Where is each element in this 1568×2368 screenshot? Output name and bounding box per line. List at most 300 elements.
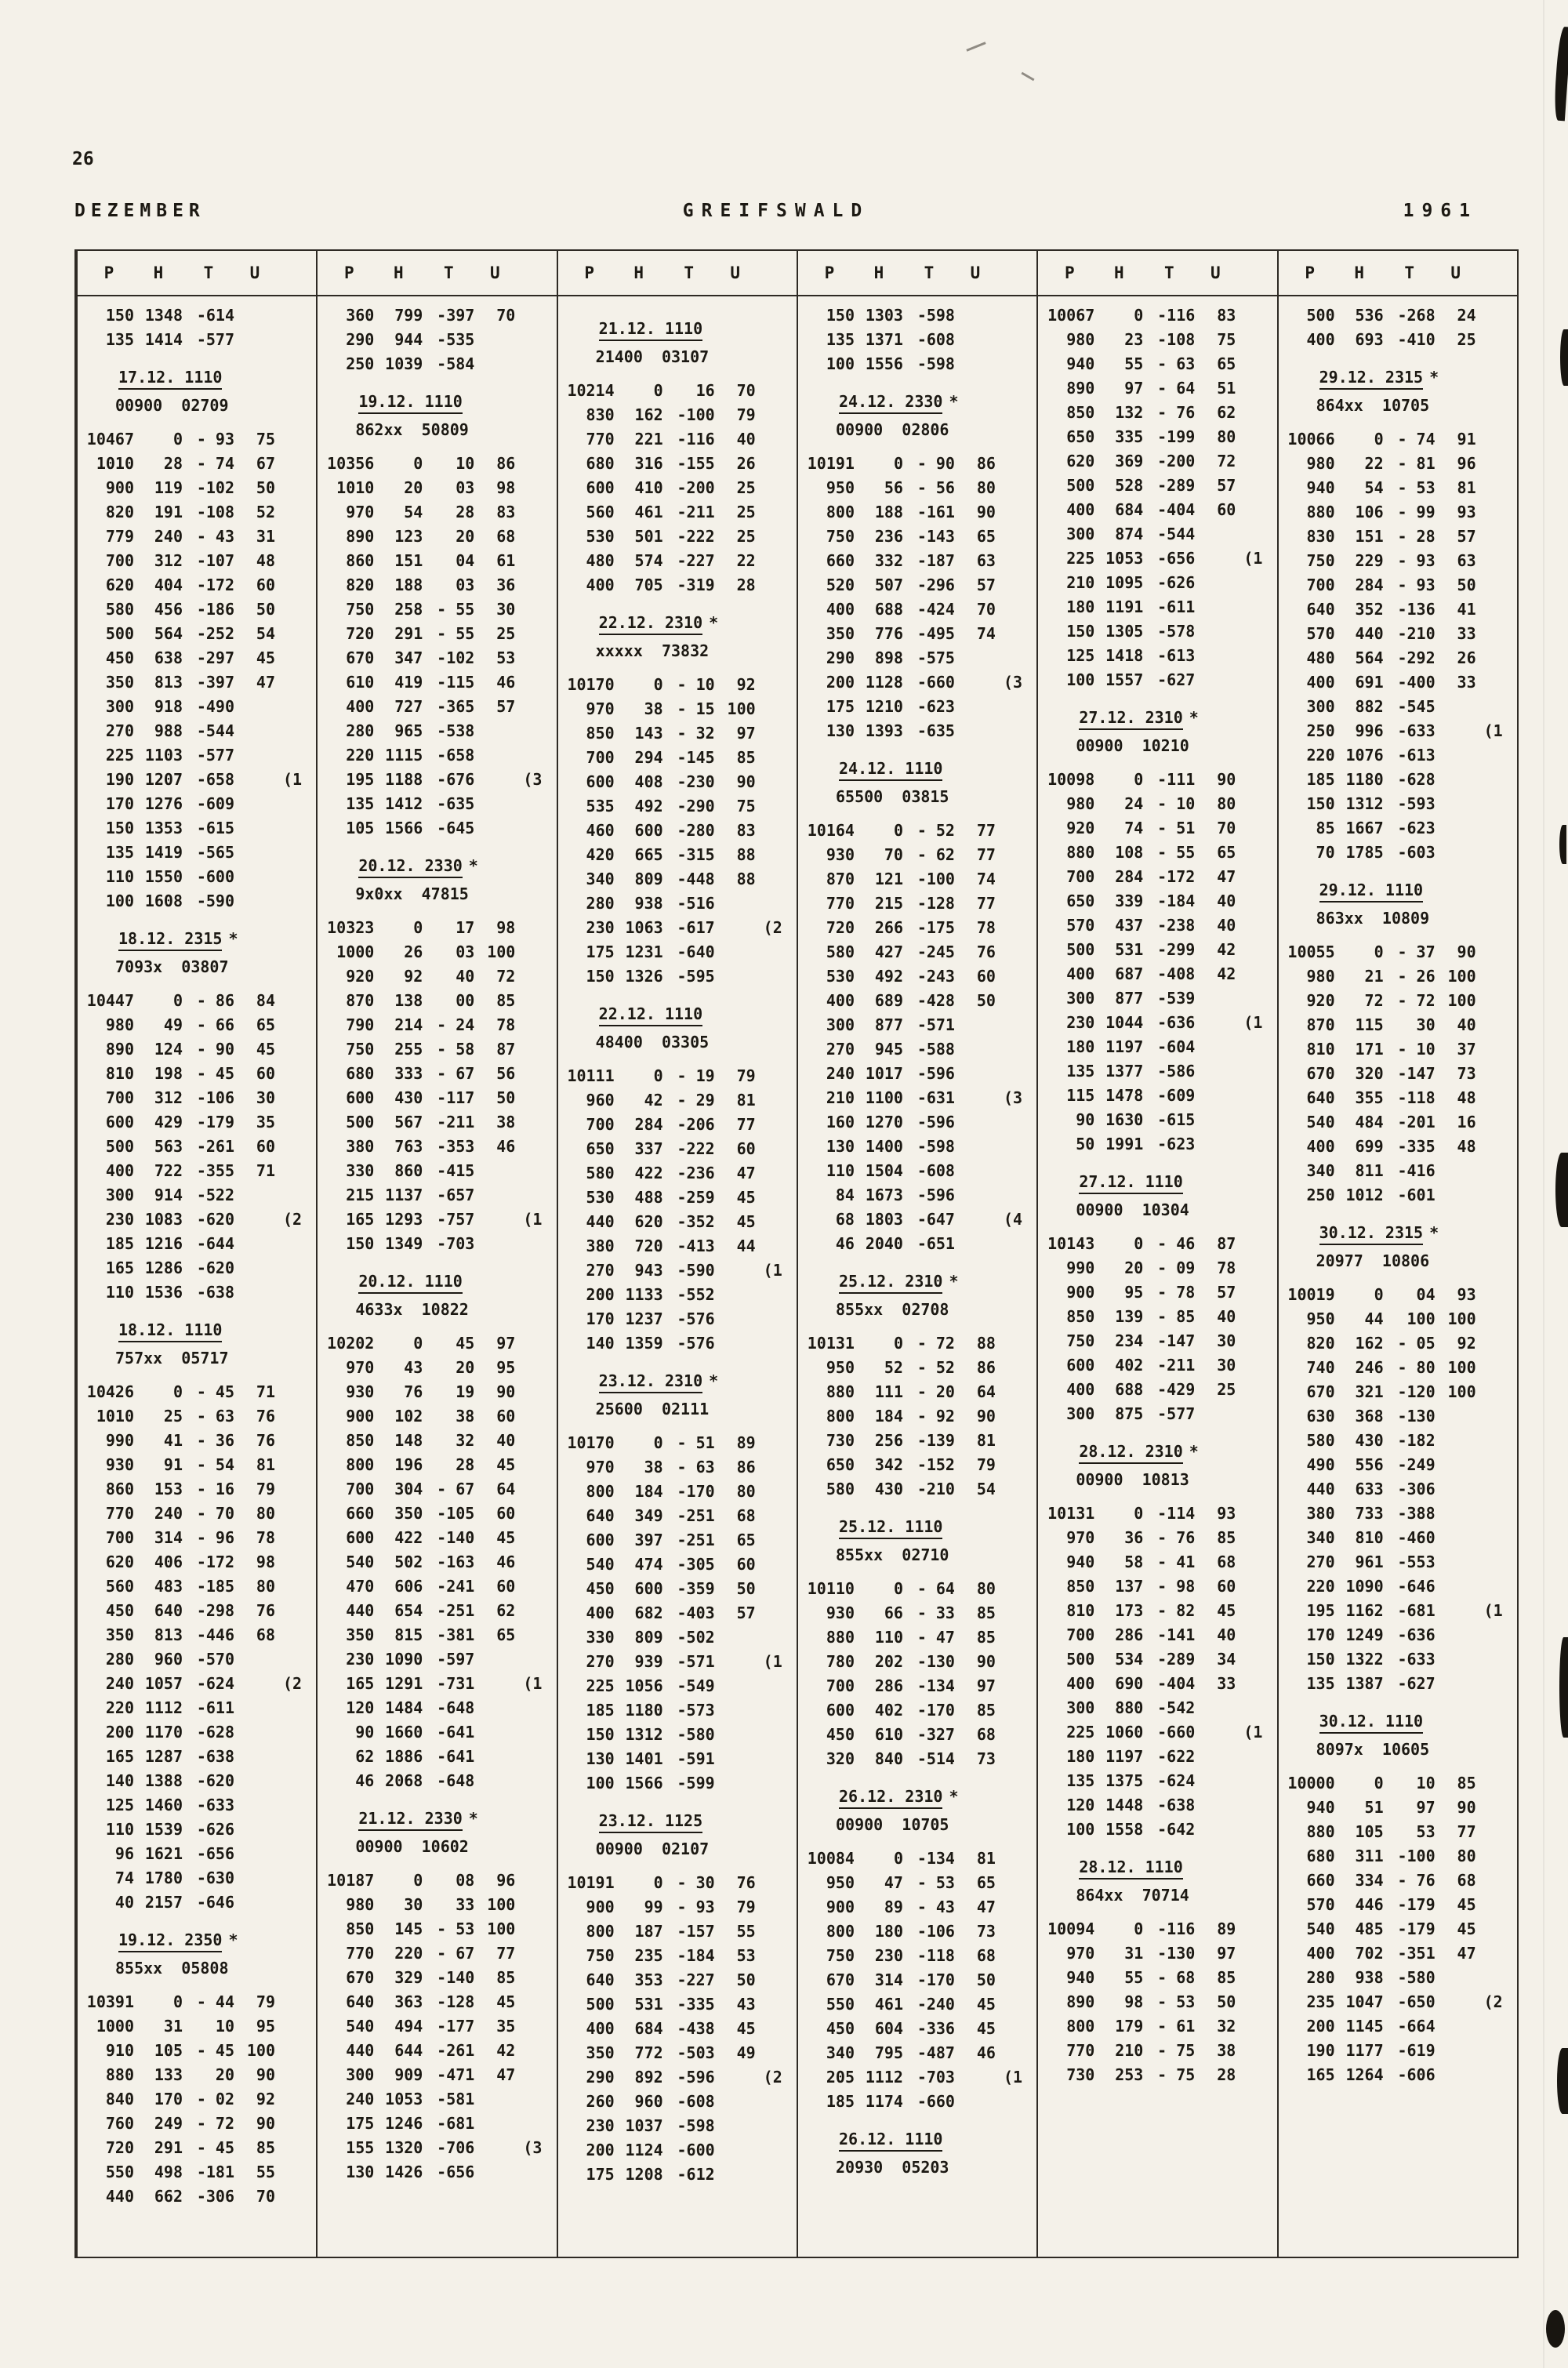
height-value: 124: [154, 1040, 183, 1059]
data-row: [804, 1847, 1036, 1871]
sounding-code: 00900 10705: [835, 1815, 949, 1834]
temperature-value: - 98: [1157, 1577, 1196, 1596]
data-row: [84, 670, 316, 695]
pressure-value: 980: [1066, 794, 1095, 813]
temperature-value: -172: [1157, 867, 1196, 886]
temperature-value: -381: [437, 1625, 475, 1644]
temperature-value: -608: [916, 1161, 955, 1180]
pressure-value: 600: [346, 1528, 375, 1547]
temperature-value: - 28: [1397, 527, 1436, 546]
asterisk-marker: *: [1429, 368, 1439, 387]
pressure-value: 210: [826, 1088, 855, 1107]
data-row: [324, 1110, 556, 1135]
data-row: [804, 2017, 1036, 2041]
data-row: [324, 1574, 556, 1599]
temperature-value: -175: [916, 918, 955, 937]
data-row: [1044, 401, 1276, 425]
humidity-value: 97: [496, 1334, 516, 1353]
pressure-value: 10055: [1287, 942, 1335, 961]
height-value: 337: [634, 1139, 663, 1158]
humidity-value: 25: [1457, 330, 1476, 349]
pressure-value: 500: [105, 1137, 134, 1156]
humidity-value: 60: [256, 1064, 275, 1083]
humidity-value: 50: [256, 478, 275, 497]
data-row: [804, 1037, 1036, 1062]
temperature-value: -580: [1397, 1968, 1436, 1987]
pressure-value: 600: [826, 1701, 855, 1720]
temperature-value: -102: [437, 648, 475, 667]
temperature-value: -185: [196, 1577, 234, 1596]
height-value: 236: [874, 527, 903, 546]
height-value: 353: [634, 1970, 663, 1989]
humidity-value: 88: [976, 1334, 996, 1353]
section-date-time: 25.12. 2310: [839, 1272, 942, 1294]
temperature-value: - 68: [1157, 1968, 1196, 1987]
height-value: 350: [394, 1504, 423, 1523]
asterisk-marker: *: [949, 1272, 959, 1291]
column-header-label: U: [970, 263, 981, 282]
height-value: 531: [634, 1995, 663, 2014]
height-value: 115: [1355, 1015, 1384, 1034]
section-header: [839, 390, 1036, 414]
data-row: [324, 1086, 556, 1110]
footnote-flag: (1: [1243, 1013, 1263, 1032]
sounding-code: 9x0xx 47815: [355, 884, 469, 903]
humidity-value: 65: [496, 1625, 516, 1644]
data-row: [564, 964, 797, 989]
pressure-value: 900: [586, 1898, 615, 1916]
humidity-value: 93: [1217, 1504, 1236, 1523]
section-header: [358, 390, 556, 414]
height-value: 1326: [625, 967, 663, 986]
table-column-4: [797, 251, 1036, 2257]
height-value: 355: [1355, 1088, 1384, 1107]
footnote-flag: (1: [763, 1652, 782, 1671]
height-value: 564: [154, 624, 183, 643]
asterisk-marker: *: [228, 1930, 238, 1949]
data-row: [324, 2087, 556, 2112]
height-value: 809: [634, 870, 663, 888]
height-value: 111: [874, 1382, 903, 1401]
temperature-value: -603: [1397, 843, 1436, 862]
humidity-value: 80: [976, 478, 996, 497]
height-value: 0: [413, 918, 423, 937]
temperature-value: -620: [196, 1210, 234, 1229]
row-group: [84, 989, 316, 1305]
data-row: [84, 1453, 316, 1477]
data-row: [804, 670, 1036, 695]
humidity-value: 97: [1217, 1944, 1236, 1963]
data-row: [84, 573, 316, 597]
temperature-value: 28: [456, 503, 475, 521]
humidity-value: 79: [736, 405, 756, 424]
pressure-value: 50: [1076, 1135, 1095, 1153]
pressure-value: 46: [835, 1234, 855, 1253]
humidity-value: 77: [976, 821, 996, 840]
humidity-value: 60: [496, 1577, 516, 1596]
humidity-value: 96: [496, 1871, 516, 1890]
pressure-value: 880: [1306, 1822, 1335, 1841]
humidity-value: 45: [1457, 1895, 1476, 1914]
temperature-value: -460: [1397, 1528, 1436, 1547]
height-value: 531: [1115, 940, 1144, 959]
height-value: 1293: [385, 1210, 423, 1229]
data-row: [804, 1380, 1036, 1404]
temperature-value: -544: [1157, 525, 1196, 543]
data-row: [84, 2014, 316, 2039]
humidity-value: 40: [736, 430, 756, 449]
temperature-value: -118: [1397, 1088, 1436, 1107]
humidity-value: 46: [496, 673, 516, 692]
pressure-value: 950: [826, 1873, 855, 1892]
height-value: 693: [1355, 330, 1384, 349]
height-value: 284: [1355, 576, 1384, 594]
height-value: 92: [404, 967, 423, 986]
data-row: [1285, 1110, 1517, 1135]
data-row: [1044, 1256, 1276, 1280]
data-row: [564, 1771, 797, 1796]
data-row: [564, 1258, 797, 1283]
height-value: 811: [1355, 1161, 1384, 1180]
humidity-value: 85: [1217, 1968, 1236, 1987]
data-row: [1285, 1331, 1517, 1356]
pressure-value: 980: [1066, 330, 1095, 349]
height-value: 1174: [865, 2092, 903, 2111]
temperature-value: - 75: [1157, 2041, 1196, 2060]
humidity-value: 60: [736, 1555, 756, 1574]
data-row: [1044, 1574, 1276, 1599]
sounding-code: 00900 10304: [1076, 1200, 1189, 1219]
data-row: [1285, 1917, 1517, 1941]
height-value: 1237: [625, 1309, 663, 1328]
temperature-value: -646: [196, 1893, 234, 1912]
temperature-value: -222: [677, 527, 715, 546]
temperature-value: - 55: [1157, 843, 1196, 862]
height-value: 397: [634, 1531, 663, 1549]
table-column-2: [316, 251, 556, 2257]
pressure-value: 190: [1306, 2041, 1335, 2060]
data-row: [1285, 1990, 1517, 2014]
humidity-value: 61: [496, 551, 516, 570]
temperature-value: - 47: [916, 1628, 955, 1647]
pressure-value: 10110: [807, 1579, 855, 1598]
data-row: [1285, 964, 1517, 989]
data-row: [324, 622, 556, 646]
section-date-time: 24.12. 2330: [839, 392, 942, 414]
humidity-value: 78: [976, 918, 996, 937]
temperature-value: -206: [677, 1115, 715, 1134]
temperature-value: - 36: [196, 1431, 234, 1450]
pressure-value: 230: [346, 1650, 375, 1669]
pressure-value: 10067: [1047, 306, 1095, 325]
temperature-value: -236: [677, 1164, 715, 1182]
temperature-value: -633: [1397, 721, 1436, 740]
data-row: [804, 476, 1036, 500]
humidity-value: 67: [256, 454, 275, 473]
temperature-value: -638: [196, 1283, 234, 1302]
temperature-value: -179: [196, 1113, 234, 1131]
pressure-value: 1010: [336, 478, 375, 497]
height-value: 813: [154, 1625, 183, 1644]
height-value: 102: [394, 1407, 423, 1426]
height-value: 689: [874, 991, 903, 1010]
data-row: [564, 500, 797, 525]
temperature-value: -145: [677, 748, 715, 767]
pressure-value: 950: [826, 478, 855, 497]
data-row: [1285, 940, 1517, 964]
data-row: [1044, 1793, 1276, 1818]
temperature-value: - 67: [437, 1064, 475, 1083]
pressure-value: 700: [105, 551, 134, 570]
pressure-value: 640: [586, 1506, 615, 1525]
section-date-time: 22.12. 1110: [599, 1004, 702, 1026]
footnote-flag: (2: [1483, 1992, 1503, 2011]
height-value: 1060: [1105, 1723, 1144, 1741]
pressure-value: 970: [346, 503, 375, 521]
temperature-value: -612: [677, 2165, 715, 2184]
height-value: 54: [404, 503, 423, 521]
data-row: [1285, 1599, 1517, 1623]
temperature-value: - 96: [196, 1528, 234, 1547]
data-row: [1285, 1844, 1517, 1869]
humidity-value: 80: [1217, 794, 1236, 813]
data-row: [804, 1944, 1036, 1968]
data-row: [564, 1064, 797, 1088]
data-row: [1044, 1378, 1276, 1402]
height-value: 312: [154, 1088, 183, 1107]
data-row: [1285, 1062, 1517, 1086]
pressure-value: 800: [826, 503, 855, 521]
temperature-value: 04: [1416, 1285, 1436, 1304]
section-date-time: 21.12. 2330: [358, 1809, 462, 1831]
height-value: 606: [394, 1577, 423, 1596]
height-value: 151: [394, 551, 423, 570]
height-value: 687: [1115, 964, 1144, 983]
temperature-value: -638: [1157, 1796, 1196, 1814]
height-value: 0: [893, 1579, 903, 1598]
height-value: 702: [1355, 1944, 1384, 1963]
pressure-value: 150: [586, 967, 615, 986]
data-row: [804, 1086, 1036, 1110]
data-row: [1044, 768, 1276, 792]
height-value: 0: [1374, 1285, 1384, 1304]
temperature-value: 10: [1416, 1774, 1436, 1792]
temperature-value: - 64: [1157, 379, 1196, 398]
height-value: 332: [874, 551, 903, 570]
row-group: [1044, 303, 1276, 692]
height-value: 0: [893, 454, 903, 473]
height-value: 1667: [1345, 819, 1384, 837]
temperature-value: - 29: [677, 1091, 715, 1110]
pressure-value: 600: [1066, 1356, 1095, 1375]
height-value: 2157: [144, 1893, 183, 1912]
height-value: 23: [1124, 330, 1144, 349]
humidity-value: 90: [496, 1382, 516, 1401]
data-row: [564, 940, 797, 964]
scan-artifact: [1553, 27, 1568, 122]
data-row: [324, 1720, 556, 1745]
temperature-value: -249: [1397, 1455, 1436, 1474]
temperature-value: -139: [916, 1431, 955, 1450]
humidity-value: 100: [1447, 991, 1476, 1010]
temperature-value: - 55: [437, 624, 475, 643]
temperature-value: -428: [916, 991, 955, 1010]
height-value: 799: [394, 306, 423, 325]
pressure-value: 150: [105, 819, 134, 837]
data-row: [324, 695, 556, 719]
temperature-value: - 43: [916, 1898, 955, 1916]
data-row: [1044, 1402, 1276, 1426]
humidity-value: 76: [976, 942, 996, 961]
humidity-value: 47: [496, 2065, 516, 2084]
height-value: 1057: [144, 1674, 183, 1693]
pressure-value: 680: [586, 454, 615, 473]
footnote-flag: (1: [1483, 1601, 1503, 1620]
pressure-value: 10356: [327, 454, 375, 473]
sounding-code: 20977 10806: [1316, 1251, 1430, 1270]
height-value: 638: [154, 648, 183, 667]
height-value: 1375: [1105, 1771, 1144, 1790]
humidity-value: 54: [976, 1480, 996, 1498]
temperature-value: -408: [1157, 964, 1196, 983]
height-value: 427: [874, 942, 903, 961]
temperature-value: -179: [1397, 1919, 1436, 1938]
humidity-value: 76: [256, 1601, 275, 1620]
pressure-value: 290: [346, 330, 375, 349]
temperature-value: -544: [196, 721, 234, 740]
height-value: 1673: [865, 1186, 903, 1204]
humidity-value: 56: [496, 1064, 516, 1083]
humidity-value: 55: [256, 2163, 275, 2181]
humidity-value: 77: [496, 1944, 516, 1963]
humidity-value: 100: [246, 2041, 275, 2060]
pressure-value: 640: [1306, 600, 1335, 619]
height-value: 173: [1115, 1601, 1144, 1620]
pressure-value: 880: [1066, 843, 1095, 862]
pressure-value: 100: [826, 354, 855, 373]
height-value: 699: [1355, 1137, 1384, 1156]
data-row: [804, 525, 1036, 549]
humidity-value: 42: [496, 2041, 516, 2060]
sounding-data-table: [74, 249, 1519, 2258]
temperature-value: - 45: [196, 1382, 234, 1401]
humidity-value: 77: [976, 845, 996, 864]
pressure-value: 520: [826, 576, 855, 594]
data-row: [804, 2065, 1036, 2090]
section-date-time: 21.12. 1110: [599, 319, 702, 341]
data-row: [804, 819, 1036, 843]
data-row: [804, 1601, 1036, 1625]
humidity-value: 77: [736, 1115, 756, 1134]
temperature-value: -539: [1157, 989, 1196, 1008]
height-value: 1621: [144, 1844, 183, 1863]
pressure-value: 840: [105, 2090, 134, 2108]
data-row: [1285, 1623, 1517, 1647]
data-row: [804, 1453, 1036, 1477]
humidity-value: 57: [736, 1603, 756, 1622]
humidity-value: 30: [496, 600, 516, 619]
data-row: [324, 1917, 556, 1941]
humidity-value: 33: [1457, 624, 1476, 643]
data-row: [84, 1477, 316, 1502]
pressure-value: 770: [105, 1504, 134, 1523]
pressure-value: 400: [586, 2019, 615, 2038]
height-value: 294: [634, 748, 663, 767]
height-value: 91: [163, 1455, 183, 1474]
pressure-value: 440: [346, 1601, 375, 1620]
height-value: 20: [404, 478, 423, 497]
humidity-value: 25: [736, 503, 756, 521]
data-row: [324, 2014, 556, 2039]
pressure-value: 300: [105, 1186, 134, 1204]
data-row: [1044, 1720, 1276, 1745]
temperature-value: 19: [456, 1382, 475, 1401]
temperature-value: - 45: [196, 1064, 234, 1083]
temperature-value: -157: [677, 1922, 715, 1941]
pressure-value: 970: [586, 1458, 615, 1476]
humidity-value: 24: [1457, 306, 1476, 325]
temperature-value: -606: [1397, 2065, 1436, 2084]
pressure-value: 220: [105, 1698, 134, 1717]
humidity-value: 40: [1217, 1625, 1236, 1644]
humidity-value: 90: [976, 503, 996, 521]
humidity-value: 79: [256, 1480, 275, 1498]
data-row: [84, 719, 316, 743]
data-row: [1285, 792, 1517, 816]
humidity-value: 72: [1217, 452, 1236, 470]
height-value: 1387: [1345, 1674, 1384, 1693]
pressure-value: 400: [1066, 964, 1095, 983]
data-row: [1285, 622, 1517, 646]
data-row: [324, 1893, 556, 1917]
data-row: [1285, 1429, 1517, 1453]
humidity-value: 80: [256, 1577, 275, 1596]
pressure-value: 150: [1066, 622, 1095, 641]
pressure-value: 750: [826, 1946, 855, 1965]
section-date-time: 24.12. 1110: [839, 759, 942, 781]
pressure-value: 450: [105, 1601, 134, 1620]
data-row: [1044, 1941, 1276, 1966]
temperature-value: -731: [437, 1674, 475, 1693]
pressure-value: 165: [105, 1747, 134, 1766]
temperature-value: -577: [1157, 1404, 1196, 1423]
pressure-value: 620: [105, 1553, 134, 1571]
temperature-value: -615: [196, 819, 234, 837]
temperature-value: -545: [1397, 697, 1436, 716]
pressure-value: 750: [346, 1040, 375, 1059]
pressure-value: 820: [105, 503, 134, 521]
pressure-value: 880: [826, 1628, 855, 1647]
data-row: [84, 1623, 316, 1647]
height-value: 312: [154, 551, 183, 570]
height-value: 0: [893, 1334, 903, 1353]
height-value: 21: [1364, 967, 1384, 986]
height-value: 938: [1355, 1968, 1384, 1987]
pressure-value: 970: [346, 1358, 375, 1377]
temperature-value: -186: [196, 600, 234, 619]
data-row: [1044, 474, 1276, 498]
pressure-value: 620: [1066, 452, 1095, 470]
height-value: 98: [1124, 1992, 1144, 2011]
pressure-value: 165: [346, 1674, 375, 1693]
height-value: 51: [1364, 1798, 1384, 1817]
data-row: [564, 1528, 797, 1553]
temperature-value: - 63: [677, 1458, 715, 1476]
temperature-value: - 19: [677, 1066, 715, 1085]
height-value: 106: [1355, 503, 1384, 521]
humidity-value: 71: [256, 1161, 275, 1180]
height-value: 179: [1115, 2017, 1144, 2036]
